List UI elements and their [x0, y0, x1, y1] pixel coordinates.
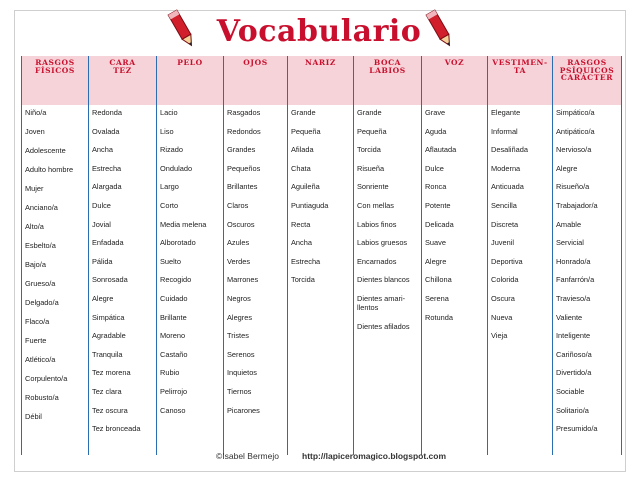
word-item: Jovial: [92, 219, 111, 229]
column-voz: [422, 105, 487, 455]
word-item: Anciano/a: [25, 203, 58, 212]
word-item: Largo: [160, 182, 179, 192]
word-item: Alargada: [92, 182, 122, 192]
word-item: Rizado: [160, 145, 184, 155]
word-item: Aguileña: [291, 182, 320, 192]
word-item: Marrones: [227, 275, 259, 285]
page-title: Vocabulario: [216, 14, 422, 49]
column-rasgos-psiquicos: [553, 105, 621, 455]
word-item: Tez oscura: [92, 405, 128, 415]
word-item: Chata: [291, 163, 311, 173]
word-item: Robusto/a: [25, 393, 59, 402]
word-item: Puntiaguda: [291, 201, 329, 210]
word-item: Grande: [291, 108, 316, 117]
word-item: Corto: [160, 201, 179, 210]
word-item: Ancha: [92, 145, 113, 155]
word-item: Risueño/a: [556, 182, 590, 192]
word-item: Fanfarrón/a: [556, 275, 595, 285]
word-item: Labios finos: [357, 219, 397, 229]
word-item: Esbelto/a: [25, 241, 56, 250]
word-item: Grave: [425, 108, 446, 117]
word-item: Pequeña: [291, 126, 321, 136]
word-item: Lacio: [160, 108, 178, 117]
header-voz: VOZ: [422, 56, 488, 105]
word-item: Aguda: [425, 126, 447, 136]
word-item: Oscuros: [227, 219, 255, 229]
word-item: Joven: [25, 127, 45, 136]
header-rasgos-psiquicos: RASGOS PSÍQUICOS CARÁCTER: [553, 56, 622, 105]
word-item: Anticuada: [491, 182, 524, 192]
word-item: Enfadada: [92, 238, 124, 248]
word-item: Dientes amari- llentos: [357, 294, 406, 312]
word-item: Pelirrojo: [160, 387, 188, 396]
word-item: Cuidado: [160, 294, 188, 303]
word-item: Elegante: [491, 108, 521, 117]
header-vestimenta: VESTIMEN- TA: [488, 56, 553, 105]
word-item: Azules: [227, 238, 250, 248]
word-item: Inteligente: [556, 331, 591, 341]
word-item: Grueso/a: [25, 279, 56, 288]
word-item: Colorida: [491, 275, 519, 285]
header-boca-labios: BOCA LABIOS: [354, 56, 422, 105]
word-item: Redonda: [92, 108, 122, 117]
word-item: Inquietos: [227, 368, 257, 378]
word-item: Dientes blancos: [357, 275, 410, 285]
word-item: Recogido: [160, 275, 192, 285]
word-item: Con mellas: [357, 201, 394, 210]
word-item: Pequeña: [357, 126, 387, 136]
blog-link[interactable]: http://lapiceromagico.blogspot.com: [302, 451, 447, 461]
word-item: Amable: [556, 219, 582, 229]
word-item: Grandes: [227, 145, 256, 155]
word-item: Sonrosada: [92, 275, 128, 285]
word-item: Delgado/a: [25, 298, 59, 307]
word-item: Serenos: [227, 349, 255, 359]
word-item: Brillantes: [227, 182, 258, 192]
word-item: Adolescente: [25, 146, 66, 155]
word-item: Verdes: [227, 256, 251, 266]
word-item: Alegre: [556, 163, 578, 173]
word-item: Torcida: [291, 275, 315, 285]
column-cara-tez: [89, 105, 156, 455]
word-item: Risueña: [357, 163, 385, 173]
word-item: Alegres: [227, 312, 253, 322]
word-item: Divertido/a: [556, 368, 592, 378]
word-item: Solitario/a: [556, 405, 589, 415]
word-item: Trabajador/a: [556, 201, 598, 210]
word-item: Servicial: [556, 238, 584, 248]
word-item: Claros: [227, 201, 249, 210]
word-item: Pálida: [92, 256, 113, 266]
word-item: Bajo/a: [25, 260, 46, 269]
word-item: Ronca: [425, 182, 447, 192]
header-ojos: OJOS: [224, 56, 288, 105]
column-nariz: [288, 105, 353, 455]
word-item: Ancha: [291, 238, 312, 248]
word-item: Aflautada: [425, 145, 457, 155]
word-item: Nueva: [491, 312, 513, 322]
word-item: Nervioso/a: [556, 145, 592, 155]
word-item: Corpulento/a: [25, 374, 68, 383]
word-item: Redondos: [227, 126, 261, 136]
word-item: Sonriente: [357, 182, 389, 192]
word-item: Juvenil: [491, 238, 515, 248]
word-item: Presumido/a: [556, 424, 598, 434]
word-item: Suave: [425, 238, 446, 248]
column-ojos: [224, 105, 287, 455]
word-item: Moreno: [160, 331, 186, 341]
word-item: Moderna: [491, 163, 521, 173]
header-rasgos-fisicos: RASGOS FÍSICOS: [22, 56, 89, 105]
word-item: Niño/a: [25, 108, 47, 117]
word-item: Deportiva: [491, 256, 523, 266]
word-item: Grande: [357, 108, 382, 117]
word-item: Sencilla: [491, 201, 517, 210]
column-boca-labios: [354, 105, 421, 455]
word-item: Agradable: [92, 331, 126, 341]
word-item: Tez bronceada: [92, 424, 141, 434]
word-item: Tiernos: [227, 387, 252, 396]
word-item: Informal: [491, 126, 518, 136]
word-item: Rasgados: [227, 108, 261, 117]
word-item: Antipático/a: [556, 126, 595, 136]
word-item: Dulce: [425, 163, 444, 173]
word-item: Discreta: [491, 219, 519, 229]
word-item: Vieja: [491, 331, 508, 341]
word-item: Tristes: [227, 331, 249, 341]
word-item: Flaco/a: [25, 317, 50, 326]
word-item: Simpática: [92, 312, 125, 322]
word-item: Brillante: [160, 312, 187, 322]
word-item: Afilada: [291, 145, 314, 155]
word-item: Serena: [425, 294, 449, 303]
vocabulary-table: [21, 56, 622, 455]
word-item: Liso: [160, 126, 174, 136]
word-item: Pequeños: [227, 163, 261, 173]
word-item: Honrado/a: [556, 256, 591, 266]
body-row: [22, 105, 622, 455]
word-item: Castaño: [160, 349, 188, 359]
word-item: Travieso/a: [556, 294, 591, 303]
header-row: [22, 56, 622, 105]
word-item: Torcida: [357, 145, 381, 155]
word-item: Ovalada: [92, 126, 120, 136]
header-cara-tez: CARA TEZ: [89, 56, 157, 105]
word-item: Alborotado: [160, 238, 196, 248]
word-item: Cariñoso/a: [556, 349, 592, 359]
word-item: Fuerte: [25, 336, 47, 345]
word-item: Recta: [291, 219, 311, 229]
word-item: Dulce: [92, 201, 111, 210]
word-item: Negros: [227, 294, 251, 303]
word-item: Encarnados: [357, 256, 397, 266]
word-item: Adulto hombre: [25, 165, 74, 174]
column-vestimenta: [488, 105, 552, 455]
word-item: Estrecha: [291, 256, 321, 266]
word-item: Alto/a: [25, 222, 44, 231]
word-item: Canoso: [160, 405, 186, 415]
word-item: Delicada: [425, 219, 454, 229]
word-item: Sociable: [556, 387, 585, 396]
word-item: Simpático/a: [556, 108, 595, 117]
word-item: Media melena: [160, 219, 207, 229]
word-item: Mujer: [25, 184, 44, 193]
word-item: Desaliñada: [491, 145, 528, 155]
word-item: Débil: [25, 412, 42, 421]
word-item: Atlético/a: [25, 355, 56, 364]
word-item: Rotunda: [425, 312, 453, 322]
word-item: Ondulado: [160, 163, 193, 173]
word-item: Potente: [425, 201, 451, 210]
word-item: Chillona: [425, 275, 452, 285]
header-pelo: PELO: [157, 56, 224, 105]
word-item: Picarones: [227, 405, 260, 415]
word-item: Rubio: [160, 368, 180, 378]
word-item: Tez morena: [92, 368, 131, 378]
column-pelo: [157, 105, 223, 455]
word-item: Alegre: [425, 256, 447, 266]
word-item: Estrecha: [92, 163, 122, 173]
word-item: Suelto: [160, 256, 181, 266]
word-item: Labios gruesos: [357, 238, 408, 248]
column-rasgos-fisicos: [22, 105, 88, 455]
word-item: Valiente: [556, 312, 583, 322]
author-credit: ©Isabel Bermejo: [216, 451, 279, 461]
word-item: Tranquila: [92, 349, 123, 359]
header-nariz: NARIZ: [288, 56, 354, 105]
word-item: Alegre: [92, 294, 114, 303]
word-item: Dientes afilados: [357, 321, 410, 331]
word-item: Tez clara: [92, 387, 122, 396]
word-item: Oscura: [491, 294, 515, 303]
